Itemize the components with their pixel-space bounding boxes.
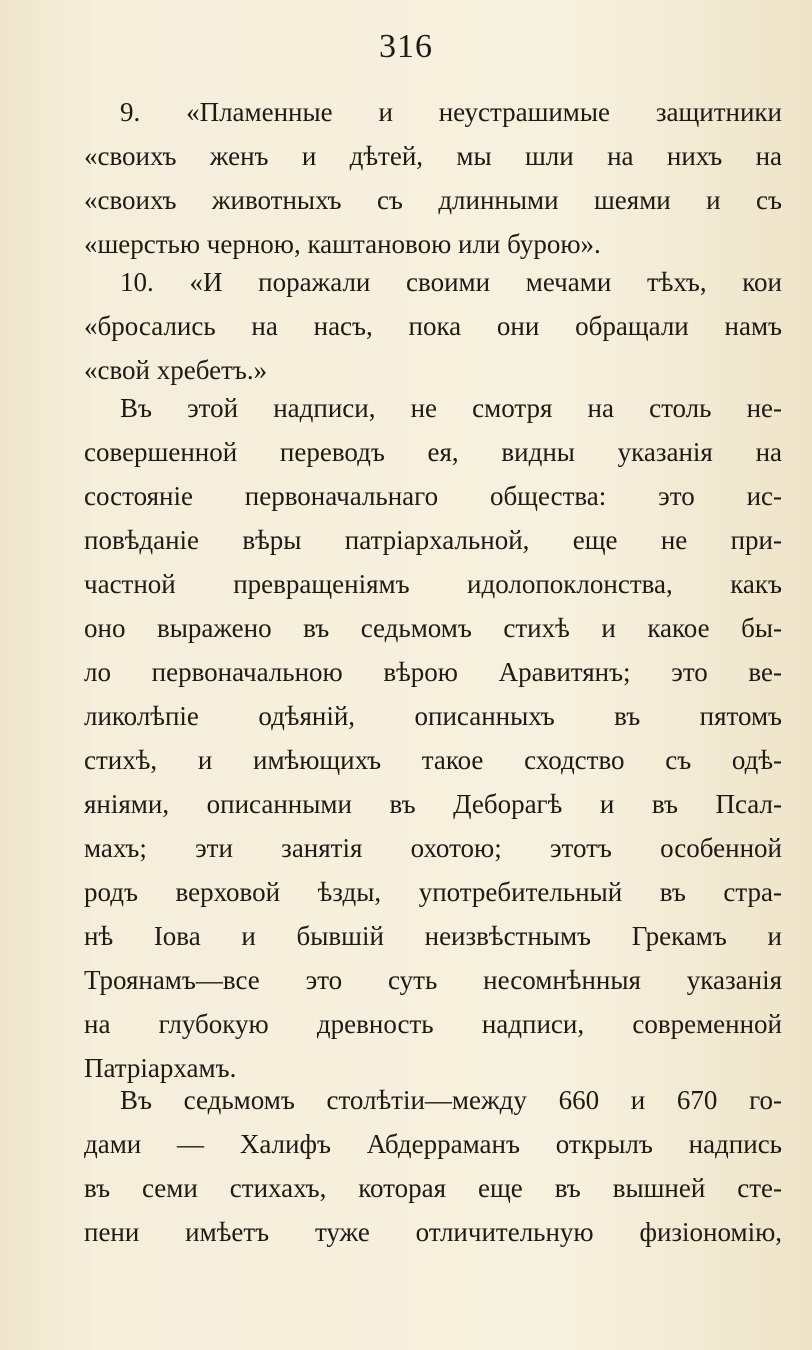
text-line: «своихъ женъ и дѣтей, мы шли на нихъ на: [84, 141, 782, 171]
text-line: «свой хребетъ.»: [84, 355, 268, 385]
paragraph-verse-10: [84, 260, 782, 392]
text-line: Троянамъ—все это суть несомнѣнныя указанія: [84, 965, 782, 995]
paragraph-seventh-century: [84, 1078, 782, 1254]
text-line: частной превращеніямъ идолопоклонства, какъ: [84, 569, 782, 599]
text-line: пени имѣетъ туже отличительную физіономію,: [84, 1217, 782, 1247]
paragraph-commentary: [84, 386, 782, 1090]
text-line: оно выражено въ седьмомъ стихѣ и какое бы-: [84, 613, 782, 643]
text-line: яніями, описанными въ Деборагѣ и въ Псал-: [84, 789, 782, 819]
text-line: 10. «И поражали своими мечами тѣхъ, кои: [120, 267, 782, 297]
text-line: въ семи стихахъ, которая еще въ вышней сте-: [84, 1173, 782, 1203]
text-line: нѣ Іова и бывшій неизвѣстнымъ Грекамъ и: [84, 921, 782, 951]
text-line: повѣданіе вѣры патріархальной, еще не при-: [84, 525, 782, 555]
text-line: ло первоначальною вѣрою Аравитянъ; это ве-: [84, 657, 782, 687]
page-number: 316: [379, 28, 433, 65]
text-line: 9. «Пламенные и неустрашимые защитники: [120, 97, 782, 127]
text-line: ликолѣпіе одѣяній, описанныхъ въ пятомъ: [84, 701, 782, 731]
text-line: дами — Халифъ Абдерраманъ открылъ надпись: [84, 1129, 782, 1159]
text-line: Въ седьмомъ столѣтіи—между 660 и 670 го-: [120, 1085, 782, 1115]
text-line: «шерстью черною, каштановою или бурою».: [84, 229, 601, 259]
text-line: Въ этой надписи, не смотря на столь не-: [120, 393, 782, 423]
text-line: «бросались на насъ, пока они обращали намъ: [84, 311, 782, 341]
text-line: стихѣ, и имѣющихъ такое сходство съ одѣ-: [84, 745, 782, 775]
text-line: Патріархамъ.: [84, 1053, 237, 1083]
text-line: совершенной переводъ ея, видны указанія на: [84, 437, 782, 467]
text-line: состояніе первоначальнаго общества: это ис-: [84, 481, 782, 511]
text-line: махъ; эти занятія охотою; этотъ особенной: [84, 833, 782, 863]
paragraph-verse-9: [84, 90, 782, 266]
text-line: на глубокую древность надписи, современной: [84, 1009, 782, 1039]
text-line: «своихъ животныхъ съ длинными шеями и съ: [84, 185, 782, 215]
text-line: родъ верховой ѣзды, употребительный въ стра-: [84, 877, 782, 907]
